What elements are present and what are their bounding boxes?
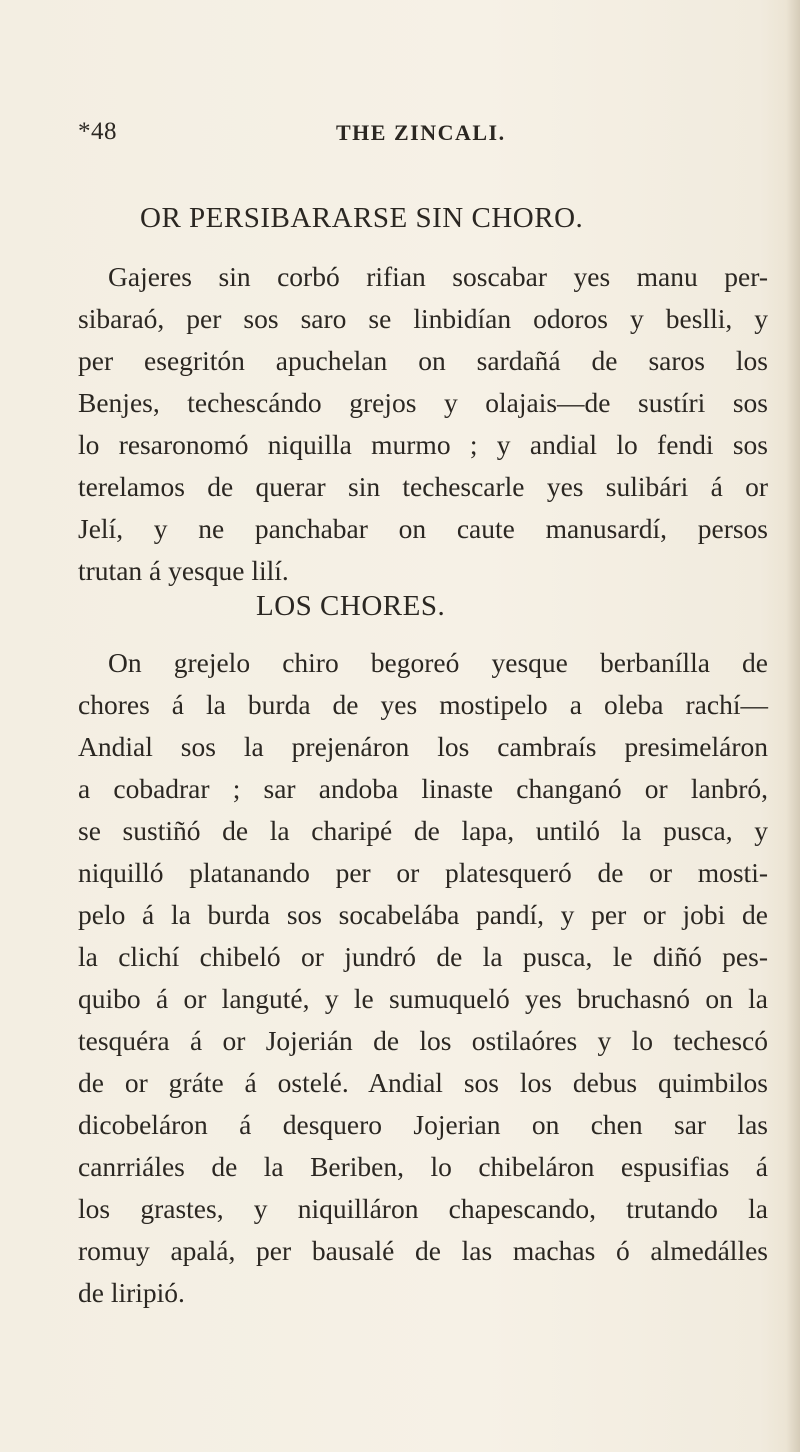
text-line: Gajeres sin corbó rifian soscabar yes manu per- bbox=[108, 261, 768, 292]
text-line: dicobeláron á desquero Jojerian on chen sar las bbox=[78, 1109, 768, 1140]
text-line: Jelí, y ne panchabar on caute manusardí, persos bbox=[78, 513, 768, 544]
running-head bbox=[78, 118, 718, 158]
text-line: niquilló platanando per or platesqueró de or mosti- bbox=[78, 857, 768, 888]
text-line: Andial sos la prejenáron los cambraís presimeláron bbox=[78, 731, 768, 762]
text-line: lo resaronomó niquilla murmo ; y andial lo fendi sos bbox=[78, 429, 768, 460]
text-line: se sustiñó de la charipé de lapa, untiló la pusca, y bbox=[78, 815, 768, 846]
page-number: *48 bbox=[78, 118, 117, 145]
text-line: Benjes, techescándo grejos y olajais—de sustíri sos bbox=[78, 387, 768, 418]
section-heading-1: OR PERSIBARARSE SIN CHORO. bbox=[140, 202, 584, 234]
text-line: de or gráte á ostelé. Andial sos los debus quimbilos bbox=[78, 1067, 768, 1098]
text-line: canrriáles de la Beriben, lo chibeláron espusifias á bbox=[78, 1151, 768, 1182]
text-line: quibo á or languté, y le sumuqueló yes bruchasnó on la bbox=[78, 983, 768, 1014]
running-title: THE ZINCALI. bbox=[336, 120, 506, 145]
section-heading-2: LOS CHORES. bbox=[256, 590, 446, 622]
text-line: pelo á la burda sos socabelába pandí, y per or jobi de bbox=[78, 899, 768, 930]
text-line: chores á la burda de yes mostipelo a oleba rachí— bbox=[78, 689, 768, 720]
text-line: a cobadrar ; sar andoba linaste changanó or lanbró, bbox=[78, 773, 768, 804]
paragraph-1 bbox=[78, 256, 768, 592]
text-line: trutan á yesque lilí. bbox=[78, 555, 289, 586]
text-line: tesquéra á or Jojerián de los ostilaóres y lo techescó bbox=[78, 1025, 768, 1056]
page-edge-shadow bbox=[786, 0, 800, 1452]
text-line: terelamos de querar sin techescarle yes sulibári á or bbox=[78, 471, 768, 502]
text-line: de liripió. bbox=[78, 1277, 185, 1308]
paragraph-2 bbox=[78, 642, 768, 1314]
text-line: per esegritón apuchelan on sardañá de saros los bbox=[78, 345, 768, 376]
text-line: romuy apalá, per bausalé de las machas ó almedálles bbox=[78, 1235, 768, 1266]
text-line: la clichí chibeló or jundró de la pusca, le diñó pes- bbox=[78, 941, 768, 972]
text-line: On grejelo chiro begoreó yesque berbanílla de bbox=[108, 647, 768, 678]
text-line: los grastes, y niquilláron chapescando, trutando la bbox=[78, 1193, 768, 1224]
text-line: sibaraó, per sos saro se linbidían odoros y beslli, y bbox=[78, 303, 768, 334]
